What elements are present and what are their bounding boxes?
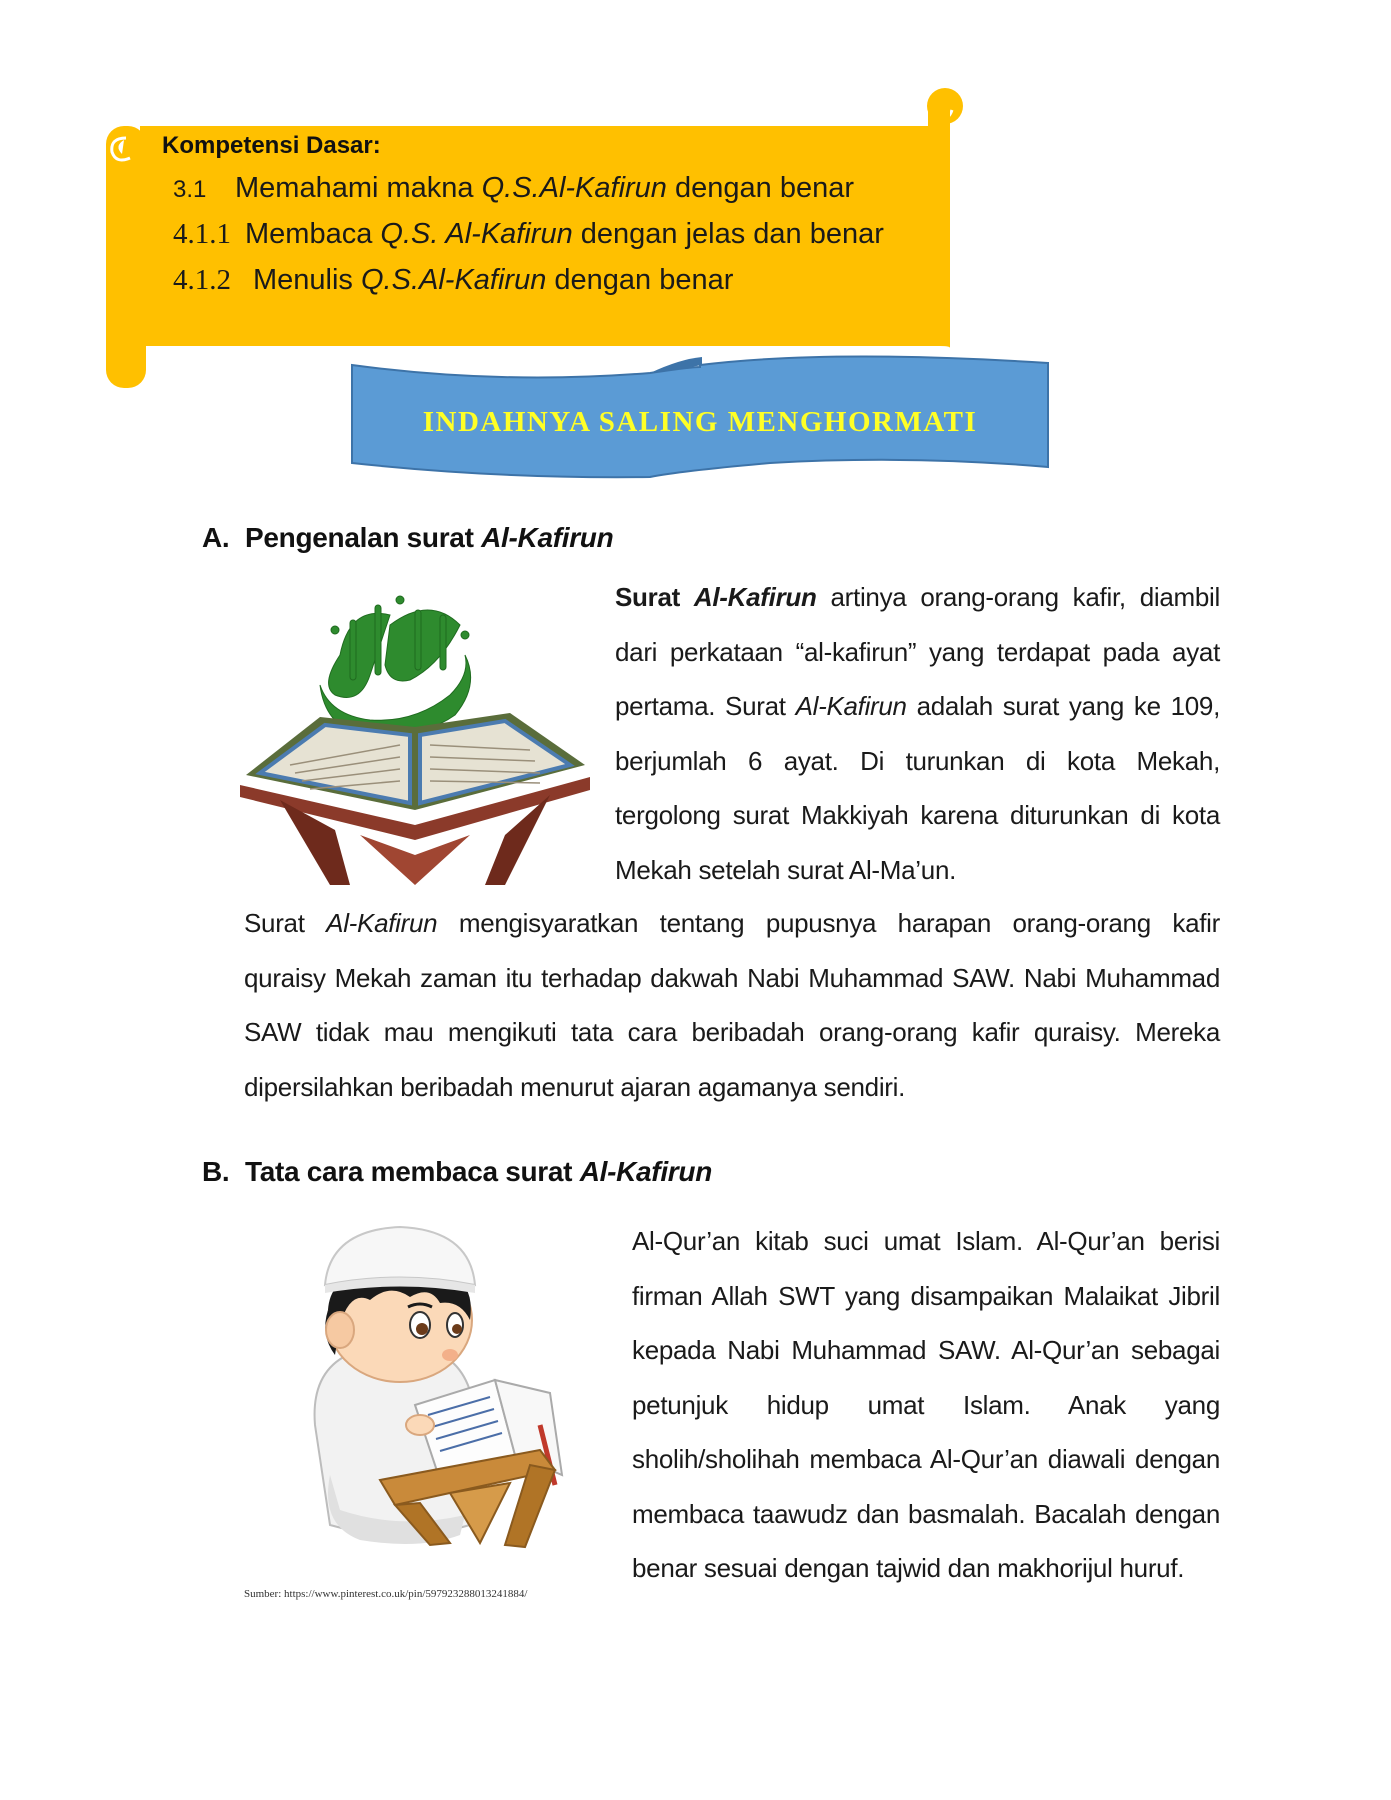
image-source-caption: Sumber: https://www.pinterest.co.uk/pin/597923288013241884/ [244, 1588, 528, 1600]
competency-item-2: 4.1.1 Membaca Q.S. Al-Kafirun dengan jelas dan benar [173, 218, 884, 250]
section-a-body: Surat Al-Kafirun mengisyaratkan tentang pupusnya harapan orang-orang kafir quraisy Mekah zaman itu terhadap dakwah Nabi Muhammad SAW. Nabi Muhammad SAW tidak mau mengikuti tata cara beribadah orang-orang kafir quraisy. Mereka dipersilahkan beribadah menurut ajaran agamanya sendiri. [244, 908, 1220, 1102]
ribbon-title: INDAHNYA SALING MENGHORMATI [422, 406, 978, 438]
competency-item-3: 4.1.2 Menulis Q.S.Al-Kafirun dengan benar [173, 264, 734, 296]
competency-number: 3.1 [173, 176, 207, 203]
competency-number: 4.1.2 [173, 264, 231, 296]
section-b-paragraph: Al-Qur’an kitab suci umat Islam. Al-Qur’an berisi firman Allah SWT yang disampaikan Malaikat Jibril kepada Nabi Muhammad SAW. Al-Qur’an sebagai petunjuk hidup umat Islam. Anak yang sholih/sholihah membaca Al-Qur’an diawali dengan membaca taawudz dan basmalah. Bacalah dengan benar sesuai dengan tajwid dan makhorijul huruf. [632, 1226, 1220, 1583]
quran-calligraphy-image [240, 585, 595, 890]
competency-number: 4.1.1 [173, 218, 231, 250]
section-b-heading: B. Tata cara membaca surat Al-Kafirun [202, 1156, 713, 1187]
section-a-heading: A. Pengenalan surat Al-Kafirun [202, 522, 614, 553]
competency-item-1: 3.1 Memahami makna Q.S.Al-Kafirun dengan benar [173, 172, 854, 204]
child-reading-quran-image [300, 1225, 590, 1555]
competency-title: Kompetensi Dasar: [162, 132, 381, 159]
section-a-intro: Surat Al-Kafirun artinya orang-orang kafir, diambil dari perkataan “al-kafirun” yang terdapat pada ayat pertama. Surat Al-Kafirun adalah surat yang ke 109, berjumlah 6 ayat. Di turunkan di kota Mekah, tergolong surat Makkiyah karena diturunkan di kota Mekah setelah surat Al-Ma’un. [615, 582, 1221, 885]
